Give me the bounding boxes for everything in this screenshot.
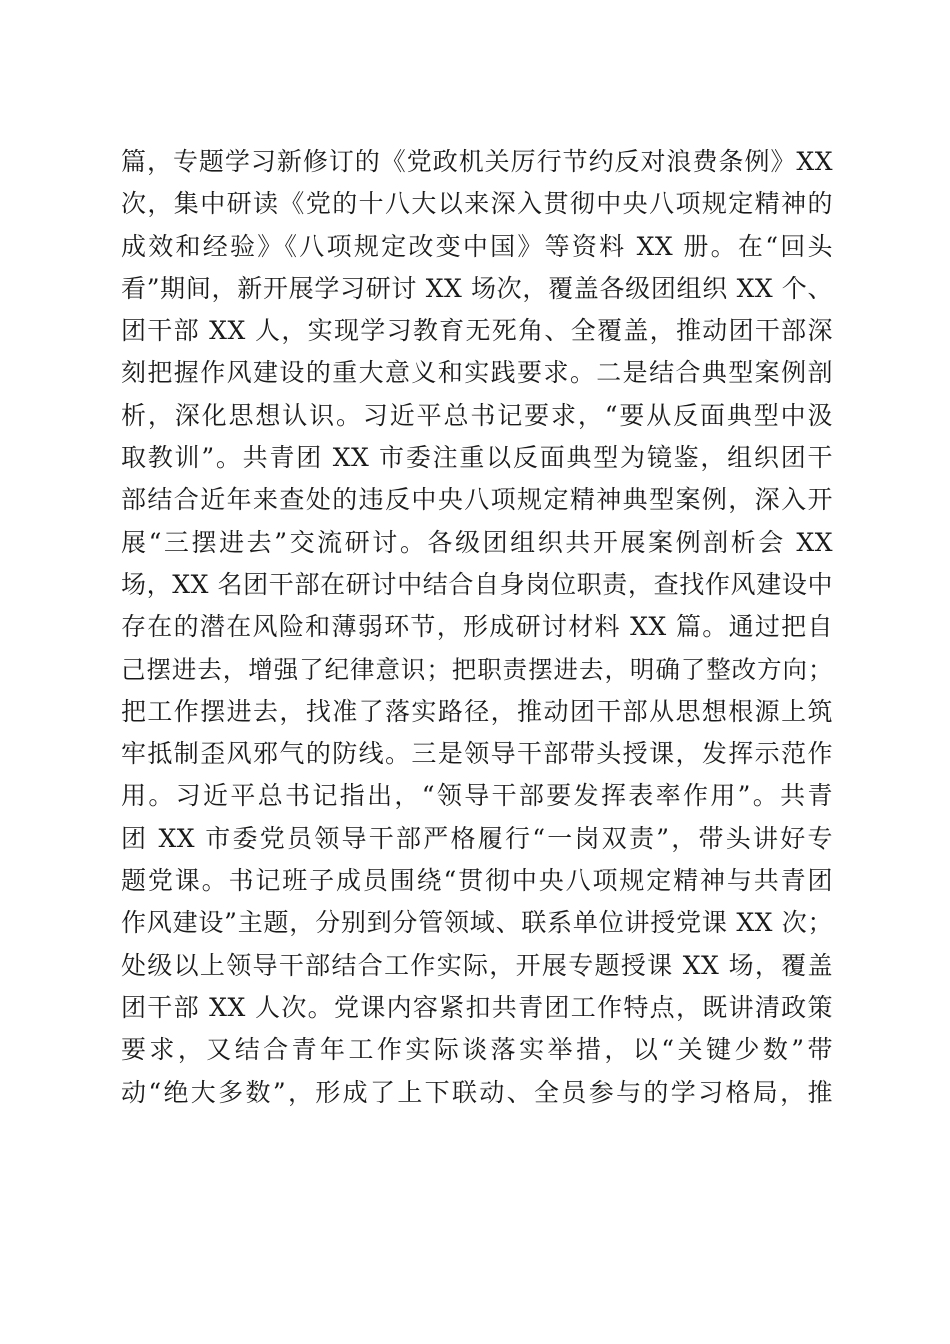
text-line: 看”期间，新开展学习研讨 XX 场次，覆盖各级团组织 XX 个、: [121, 273, 833, 303]
text-line: 团干部 XX 人次。党课内容紧扣共青团工作特点，既讲清政策: [121, 992, 833, 1022]
text-line: 题党课。书记班子成员围绕“贯彻中央八项规定精神与共青团: [121, 866, 833, 896]
text-line: 取教训”。共青团 XX 市委注重以反面典型为镜鉴，组织团干: [121, 443, 833, 473]
body-paragraph: [121, 141, 833, 1114]
text-line: 部结合近年来查处的违反中央八项规定精神典型案例，深入开: [121, 485, 833, 515]
text-line: 刻把握作风建设的重大意义和实践要求。二是结合典型案例剖: [121, 358, 833, 388]
text-line: 次，集中研读《党的十八大以来深入贯彻中央八项规定精神的: [121, 189, 833, 219]
text-line: 场，XX 名团干部在研讨中结合自身岗位职责，查找作风建设中: [121, 569, 833, 599]
text-line: 用。习近平总书记指出，“领导干部要发挥表率作用”。共青: [121, 781, 833, 811]
text-line: 团干部 XX 人，实现学习教育无死角、全覆盖，推动团干部深: [121, 316, 833, 346]
text-line: 篇，专题学习新修订的《党政机关厉行节约反对浪费条例》XX: [121, 147, 833, 176]
text-line: 团 XX 市委党员领导干部严格履行“一岗双责”，带头讲好专: [121, 823, 833, 853]
text-line: 处级以上领导干部结合工作实际，开展专题授课 XX 场，覆盖: [121, 950, 833, 980]
text-line: 把工作摆进去，找准了落实路径，推动团干部从思想根源上筑: [121, 696, 833, 726]
text-line: 析，深化思想认识。习近平总书记要求，“要从反面典型中汲: [121, 400, 833, 430]
text-line: 己摆进去，增强了纪律意识；把职责摆进去，明确了整改方向；: [121, 654, 833, 684]
text-line: 要求，又结合青年工作实际谈落实举措，以“关键少数”带: [121, 1035, 833, 1065]
text-line: 作风建设”主题，分别到分管领域、联系单位讲授党课 XX 次；: [121, 908, 833, 938]
text-line: 成效和经验》《八项规定改变中国》等资料 XX 册。在“回头: [121, 231, 833, 261]
text-line: 动“绝大多数”，形成了上下联动、全员参与的学习格局，推: [121, 1077, 833, 1107]
text-line: 展“三摆进去”交流研讨。各级团组织共开展案例剖析会 XX: [121, 527, 833, 557]
text-line: 存在的潜在风险和薄弱环节，形成研讨材料 XX 篇。通过把自: [121, 612, 833, 642]
text-line: 牢抵制歪风邪气的防线。三是领导干部带头授课，发挥示范作: [121, 739, 833, 769]
